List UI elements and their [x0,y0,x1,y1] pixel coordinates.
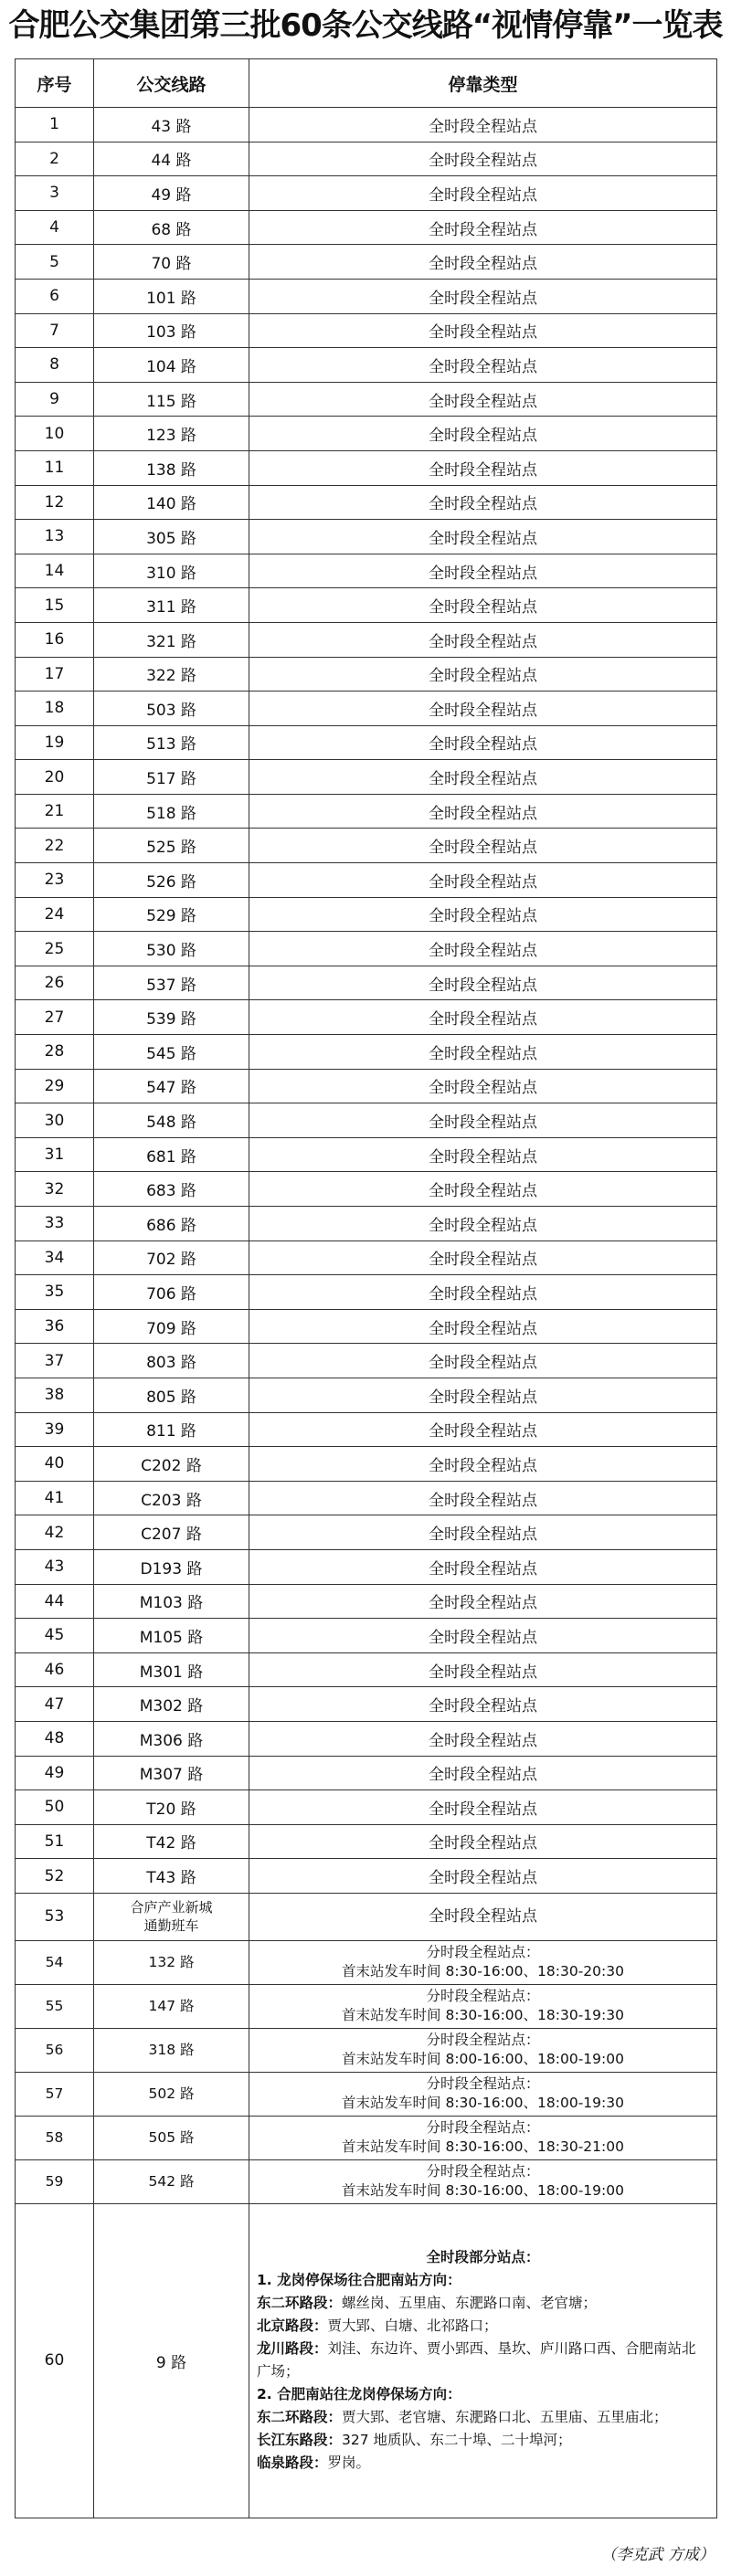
standard-rows [16,108,717,1894]
row-type: 全时段全程站点 [249,1172,717,1207]
table-row [16,1790,717,1825]
row-type: 全时段全程站点 [249,520,717,554]
row-type: 全时段全程站点 [249,450,717,485]
row-seq: 4 [16,210,94,245]
row-type: 全时段全程站点 [249,760,717,795]
table-row [16,1344,717,1378]
row-type: 全时段全程站点 [249,210,717,245]
table-row [16,142,717,176]
route-line-1: 合庐产业新城 [130,1899,213,1916]
type-line-1: 分时段全程站点： [426,1944,540,1961]
row-type [249,2072,717,2116]
row-type: 全时段全程站点 [249,313,717,348]
row-type: 全时段全程站点 [249,176,717,211]
row-type: 全时段全程站点 [249,1207,717,1241]
table-row [16,2203,717,2518]
type-line-1: 分时段全程站点： [426,2075,540,2093]
table-row [16,554,717,588]
table-row [16,1859,717,1894]
row-route: 318 路 [94,2028,249,2072]
row-seq: 6 [16,279,94,313]
timed-rows [16,1940,717,2203]
row-type: 全时段全程站点 [249,794,717,829]
header-seq: 序号 [16,59,94,108]
row-route: 803 路 [94,1344,249,1378]
table-row [16,1309,717,1344]
row-route: M301 路 [94,1652,249,1687]
table-row [16,520,717,554]
row-route: M105 路 [94,1619,249,1653]
row-route: C202 路 [94,1447,249,1482]
row-type: 全时段全程站点 [249,622,717,657]
header-route: 公交线路 [94,59,249,108]
row-seq: 12 [16,485,94,520]
table-row [16,863,717,898]
row-seq: 59 [16,2159,94,2203]
row-seq: 41 [16,1481,94,1515]
row-route: 147 路 [94,1984,249,2028]
row-type: 全时段全程站点 [249,657,717,692]
type-line-2: 首末站发车时间 8:00-16:00、18:00-19:00 [342,2051,624,2068]
direction-2: 2. 合肥南站往龙岗停保场方向： [257,2386,461,2403]
row-type: 全时段全程站点 [249,1687,717,1722]
type-line-2: 首末站发车时间 8:30-16:00、18:30-21:00 [342,2138,624,2156]
table-row [16,210,717,245]
row-route: 706 路 [94,1275,249,1310]
segment-stops: 贾大郢、老官塘、东淝路口北、五里庙、五里庙北； [342,2409,668,2426]
row-type [249,1940,717,1984]
row-type: 全时段全程站点 [249,108,717,143]
row-type: 全时段全程站点 [249,863,717,898]
row-route: M103 路 [94,1584,249,1619]
type-line-2: 首末站发车时间 8:30-16:00、18:30-19:30 [342,2007,624,2024]
row-seq: 23 [16,863,94,898]
row-route: 513 路 [94,725,249,760]
table-row [16,313,717,348]
row-seq: 37 [16,1344,94,1378]
table-row [16,485,717,520]
segment-line [257,2429,709,2452]
table-row [16,2028,717,2072]
row-route: 310 路 [94,554,249,588]
row-seq: 40 [16,1447,94,1482]
row-route: T42 路 [94,1824,249,1859]
row-route: 101 路 [94,279,249,313]
table-row [16,794,717,829]
row-route: 138 路 [94,450,249,485]
row-route: 805 路 [94,1378,249,1412]
row-route: 709 路 [94,1309,249,1344]
row-seq: 56 [16,2028,94,2072]
table-row [16,1035,717,1070]
row-type [249,2116,717,2159]
row-seq: 34 [16,1240,94,1275]
table-row [16,1240,717,1275]
row-route: 537 路 [94,966,249,1000]
row-seq: 5 [16,245,94,280]
row-type: 全时段全程站点 [249,1619,717,1653]
row-route: 502 路 [94,2072,249,2116]
row-type: 全时段全程站点 [249,417,717,451]
table-row [16,348,717,383]
detail-heading: 全时段部分站点： [426,2249,540,2266]
table-row [16,2072,717,2116]
row-type: 全时段全程站点 [249,554,717,588]
type-line-1: 分时段全程站点： [426,2119,540,2137]
row-type: 全时段全程站点 [249,1859,717,1894]
table-row [16,1412,717,1447]
segment-stops: 罗岗。 [327,2455,371,2472]
row-seq: 36 [16,1309,94,1344]
row-60-body [16,2203,717,2518]
row-type: 全时段全程站点 [249,1035,717,1070]
row-route: M302 路 [94,1687,249,1722]
segment-label: 北京路段： [257,2317,328,2335]
row-type: 全时段全程站点 [249,142,717,176]
row-route: 525 路 [94,829,249,863]
row-seq: 33 [16,1207,94,1241]
row-seq: 13 [16,520,94,554]
table-row [16,1378,717,1412]
table-row [16,725,717,760]
row-type: 全时段全程站点 [249,692,717,726]
row-seq: 24 [16,897,94,932]
row-type: 全时段全程站点 [249,485,717,520]
row-seq: 19 [16,725,94,760]
row-seq: 26 [16,966,94,1000]
row-type: 全时段全程站点 [249,932,717,966]
row-type: 全时段全程站点 [249,1756,717,1790]
table-row [16,2159,717,2203]
table-row [16,1721,717,1756]
row-seq: 29 [16,1069,94,1103]
row-type: 全时段全程站点 [249,1790,717,1825]
row-seq: 22 [16,829,94,863]
table-row [16,382,717,417]
table-row [16,176,717,211]
row-type [249,2028,717,2072]
row-seq: 30 [16,1103,94,1138]
row-route: T20 路 [94,1790,249,1825]
row-route: 44 路 [94,142,249,176]
row-seq: 15 [16,588,94,623]
type-line-1: 分时段全程站点： [426,1988,540,2005]
row-type: 全时段全程站点 [249,1069,717,1103]
row-route: 115 路 [94,382,249,417]
table-row [16,1207,717,1241]
row-seq: 54 [16,1940,94,1984]
table-row [16,279,717,313]
route-line-2: 通勤班车 [143,1917,199,1935]
row-route: 686 路 [94,1207,249,1241]
row-seq: 47 [16,1687,94,1722]
row-route: 811 路 [94,1412,249,1447]
direction-1: 1. 龙岗停保场往合肥南站方向： [257,2272,461,2289]
row-seq: 51 [16,1824,94,1859]
row-type: 全时段全程站点 [249,1515,717,1550]
row-route: 43 路 [94,108,249,143]
segment-label: 东二环路段： [257,2295,343,2312]
row-type: 全时段全程站点 [249,1309,717,1344]
row-seq: 39 [16,1412,94,1447]
table-row [16,1103,717,1138]
row-route: 322 路 [94,657,249,692]
row-seq: 49 [16,1756,94,1790]
row-type: 全时段全程站点 [249,1412,717,1447]
row-type: 全时段全程站点 [249,1378,717,1412]
table-row [16,108,717,143]
header-type: 停靠类型 [249,59,717,108]
row-type: 全时段全程站点 [249,588,717,623]
row-type: 全时段全程站点 [249,829,717,863]
table-row [16,657,717,692]
row-type: 全时段全程站点 [249,1584,717,1619]
table-row [16,1275,717,1310]
row-seq: 1 [16,108,94,143]
row-seq: 43 [16,1549,94,1584]
row-route: 70 路 [94,245,249,280]
page-title: 合肥公交集团第三批60条公交线路“视情停靠”一览表 [8,7,723,44]
table-row [16,966,717,1000]
table-row [16,1069,717,1103]
row-route: 68 路 [94,210,249,245]
row-route: 526 路 [94,863,249,898]
row-route: T43 路 [94,1859,249,1894]
row-type: 全时段全程站点 [249,1893,717,1940]
row-seq: 58 [16,2116,94,2159]
table-row [16,1481,717,1515]
row-route: D193 路 [94,1549,249,1584]
segment-label: 长江东路段： [257,2432,343,2449]
table-row [16,897,717,932]
table-row [16,1824,717,1859]
row-type: 全时段全程站点 [249,348,717,383]
row-seq: 16 [16,622,94,657]
row-route: 529 路 [94,897,249,932]
type-line-2: 首末站发车时间 8:30-16:00、18:00-19:30 [342,2095,624,2112]
row-seq: 25 [16,932,94,966]
row-route: 547 路 [94,1069,249,1103]
row-seq: 20 [16,760,94,795]
row-type: 全时段全程站点 [249,1721,717,1756]
row-type: 全时段全程站点 [249,1824,717,1859]
type-line-1: 分时段全程站点： [426,2163,540,2180]
row-seq: 8 [16,348,94,383]
row-route: M306 路 [94,1721,249,1756]
row-seq: 35 [16,1275,94,1310]
row-route: 548 路 [94,1103,249,1138]
special-rows [16,1893,717,1940]
row-seq: 55 [16,1984,94,2028]
row-seq: 53 [16,1893,94,1940]
table-row [16,760,717,795]
row-seq: 11 [16,450,94,485]
row-type: 全时段全程站点 [249,279,717,313]
row-type: 全时段全程站点 [249,897,717,932]
row-route: 505 路 [94,2116,249,2159]
row-seq: 27 [16,1000,94,1035]
row-route: 103 路 [94,313,249,348]
row-type: 全时段全程站点 [249,725,717,760]
row-type: 全时段全程站点 [249,1275,717,1310]
row-route [94,1893,249,1940]
row-type: 全时段全程站点 [249,966,717,1000]
row-seq: 31 [16,1137,94,1172]
row-type [249,1984,717,2028]
table-row [16,1137,717,1172]
row-route: 123 路 [94,417,249,451]
segment-line [257,2406,709,2429]
row-seq: 42 [16,1515,94,1550]
segment-line [257,2292,709,2315]
row-route: 140 路 [94,485,249,520]
row-seq: 2 [16,142,94,176]
table-header-row [16,59,717,108]
segment-stops: 刘洼、东边许、贾小郢西、垦坎、庐川路口西、合肥南站北广场； [257,2340,696,2381]
row-type: 全时段全程站点 [249,1344,717,1378]
row-type: 全时段全程站点 [249,1137,717,1172]
row-type: 全时段全程站点 [249,1549,717,1584]
row-route: 305 路 [94,520,249,554]
row-type: 全时段全程站点 [249,1240,717,1275]
type-line-2: 首末站发车时间 8:30-16:00、18:00-19:00 [342,2182,624,2200]
row-route: 104 路 [94,348,249,383]
segment-line [257,2338,709,2383]
segment-line [257,2452,709,2475]
row-seq: 9 [16,382,94,417]
row-seq: 45 [16,1619,94,1653]
row-route: C207 路 [94,1515,249,1550]
row-route: 683 路 [94,1172,249,1207]
segment-stops: 螺丝岗、五里庙、东淝路口南、老官塘； [342,2295,598,2312]
row-route: 681 路 [94,1137,249,1172]
segment-label: 临泉路段： [257,2455,328,2472]
row-seq: 46 [16,1652,94,1687]
row-type: 全时段全程站点 [249,1481,717,1515]
row-type: 全时段全程站点 [249,1447,717,1482]
row-seq: 10 [16,417,94,451]
row-detail [249,2203,717,2518]
segment-stops: 327 地质队、东二十埠、二十埠河； [342,2432,572,2449]
row-type: 全时段全程站点 [249,382,717,417]
row-seq: 7 [16,313,94,348]
table-row [16,829,717,863]
type-line-2: 首末站发车时间 8:30-16:00、18:30-20:30 [342,1963,624,1980]
row-type [249,2159,717,2203]
table-row [16,2116,717,2159]
row-route: 311 路 [94,588,249,623]
row-seq: 3 [16,176,94,211]
row-route: 49 路 [94,176,249,211]
table-row [16,692,717,726]
table-row [16,245,717,280]
author-credit: （李克武 方成） [600,2546,715,2564]
row-seq: 17 [16,657,94,692]
row-route: 518 路 [94,794,249,829]
row-seq: 50 [16,1790,94,1825]
table-row [16,932,717,966]
row-route: 9 路 [94,2203,249,2518]
row-seq: 44 [16,1584,94,1619]
row-seq: 38 [16,1378,94,1412]
row-seq: 14 [16,554,94,588]
table-row [16,622,717,657]
row-seq: 60 [16,2203,94,2518]
row-route: 539 路 [94,1000,249,1035]
table-row [16,1584,717,1619]
row-seq: 28 [16,1035,94,1070]
row-route: 542 路 [94,2159,249,2203]
row-type: 全时段全程站点 [249,1652,717,1687]
table-row [16,1549,717,1584]
row-route: 517 路 [94,760,249,795]
row-route: C203 路 [94,1481,249,1515]
segment-label: 龙川路段： [257,2340,328,2358]
table-row [16,1984,717,2028]
table-row [16,1447,717,1482]
route-table [15,58,717,2518]
table-row [16,1515,717,1550]
table-row [16,1940,717,1984]
table-row [16,588,717,623]
row-route: 702 路 [94,1240,249,1275]
segment-label: 东二环路段： [257,2409,343,2426]
table-row [16,1000,717,1035]
type-line-1: 分时段全程站点： [426,2032,540,2049]
table-row [16,1172,717,1207]
row-route: 132 路 [94,1940,249,1984]
segment-stops: 贾大郢、白塘、北祁路口； [327,2317,498,2335]
row-route: 545 路 [94,1035,249,1070]
table-row [16,1619,717,1653]
table-row [16,1652,717,1687]
table-row [16,417,717,451]
row-seq: 21 [16,794,94,829]
row-type: 全时段全程站点 [249,1000,717,1035]
row-type: 全时段全程站点 [249,1103,717,1138]
row-route: 530 路 [94,932,249,966]
segment-line [257,2315,709,2338]
row-route: 321 路 [94,622,249,657]
row-route: M307 路 [94,1756,249,1790]
table-row [16,450,717,485]
row-seq: 57 [16,2072,94,2116]
row-seq: 32 [16,1172,94,1207]
row-seq: 48 [16,1721,94,1756]
table-row [16,1756,717,1790]
row-seq: 52 [16,1859,94,1894]
table-row [16,1687,717,1722]
table-row [16,1893,717,1940]
row-route: 503 路 [94,692,249,726]
row-seq: 18 [16,692,94,726]
row-type: 全时段全程站点 [249,245,717,280]
